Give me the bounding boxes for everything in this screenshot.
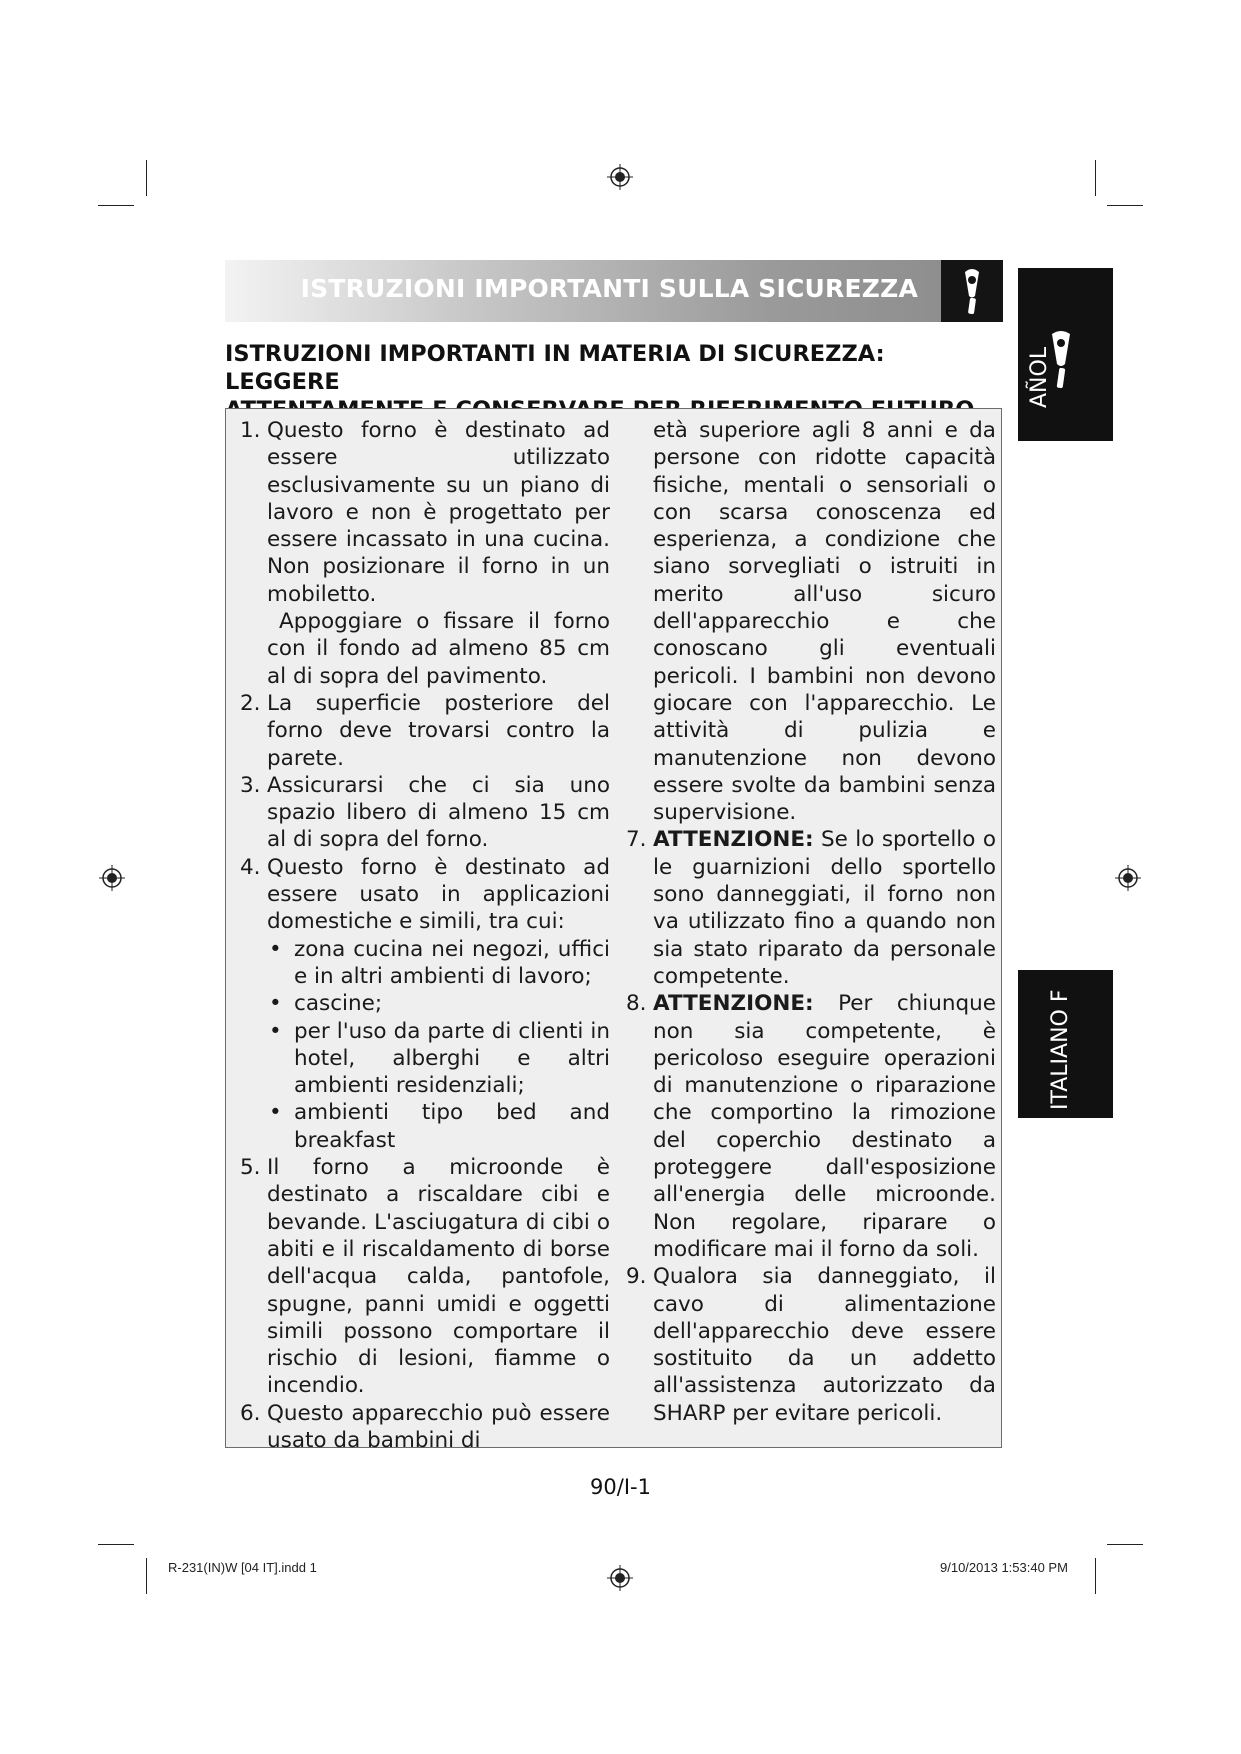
crop-mark [146, 160, 147, 196]
section-title: ISTRUZIONI IMPORTANTI SULLA SICUREZZA [300, 274, 918, 303]
crop-mark [98, 1544, 134, 1545]
list-item [626, 826, 996, 990]
crop-mark [146, 1558, 147, 1594]
warning-icon [941, 260, 1003, 322]
warning-label: ATTENZIONE: [653, 827, 814, 853]
item-text: Per chiunque non sia competente, è pericoloso eseguire operazioni di manutenzione o riparazione che comportino la rimozione del coperchio destinato a proteggere dall'esposizione all'energia delle microonde. Non regolare, riparare o modificare mai il forno da soli. [653, 991, 996, 1262]
item-number: 9. [626, 1264, 647, 1290]
list-item [240, 690, 610, 772]
right-column [626, 417, 996, 1427]
item-number: 1. [240, 418, 261, 443]
item-text: Il forno a microonde è destinato a riscaldare cibi e bevande. L'asciugatura di cibi o abiti e il riscaldamento di borse dell'acqua calda, pantofole, spugne, panni umidi e oggetti simili possono comportare il rischio di lesioni, fiamme o incendio. [267, 1155, 610, 1399]
list-item [240, 772, 610, 854]
crop-mark [1095, 160, 1096, 196]
item-number: 2. [240, 690, 261, 716]
item-number: 5. [240, 1155, 261, 1181]
registration-mark-icon [607, 1565, 633, 1591]
item-number: 8. [626, 991, 647, 1017]
warning-label: ATTENZIONE: [653, 991, 814, 1017]
list-item [240, 1154, 610, 1400]
registration-mark-icon [99, 865, 125, 891]
item-text: Questo forno è destinato ad essere utilizzato esclusivamente su un piano di lavoro e non è progettato per essere incassato in una cucina. Non posizionare il forno in un mobiletto. [267, 418, 610, 607]
language-tab-label: AÑOL [1027, 346, 1052, 408]
item-text: Appoggiare o fissare il forno con il fondo ad almeno 85 cm al di sopra del pavimento. [267, 609, 610, 689]
crop-mark [1095, 1558, 1096, 1594]
item-number: 4. [240, 854, 261, 880]
list-item [240, 854, 610, 1154]
item-number: 3. [240, 772, 261, 798]
item-text: Se lo sportello o le guarnizioni dello sportello sono danneggiati, il forno non va utilizzato fino a quando non sia stato riparato da personale competente. [653, 827, 996, 989]
date-slug: 9/10/2013 1:53:40 PM [940, 1560, 1068, 1575]
item-text: La superficie posteriore del forno deve trovarsi contro la parete. [267, 690, 610, 771]
registration-mark-icon [1115, 865, 1141, 891]
bullet-item: • cascine; [267, 990, 610, 1017]
instructions-box [225, 408, 1002, 1453]
bullet-item: • zona cucina nei negozi, uffici e in altri ambienti di lavoro; [267, 936, 610, 991]
registration-mark-icon [607, 164, 633, 190]
list-item [240, 1400, 610, 1455]
subheading-line: ISTRUZIONI IMPORTANTI IN MATERIA DI SICUREZZA: LEGGERE [225, 341, 885, 395]
list-item [626, 990, 996, 1263]
crop-mark [98, 205, 134, 206]
list-item [240, 417, 610, 690]
bullet-item: • ambienti tipo bed and breakfast [267, 1099, 610, 1154]
left-column [240, 417, 610, 1454]
item-number: 6. [240, 1400, 261, 1426]
item-text: Questo apparecchio può essere usato da bambini di [267, 1400, 610, 1453]
language-tab-label: ITALIANO F [1048, 989, 1073, 1110]
language-tab-spanish [1018, 268, 1113, 441]
item-number: 7. [626, 827, 647, 853]
item-text-continuation: età superiore agli 8 anni e da persone con ridotte capacità fisiche, mentali o sensoriali o con scarsa conoscenza ed esperienza, a condizione che siano sorvegliati o istruiti in merito all'uso sicuro dell'apparecchio e che conoscano gli eventuali pericoli. I bambini non devono giocare con l'apparecchio. Le attività di pulizia e manutenzione non devono essere svolte da bambini senza supervisione. [653, 418, 996, 826]
bullet-item: • per l'uso da parte di clienti in hotel, alberghi e altri ambienti residenziali; [267, 1018, 610, 1100]
list-item [626, 1263, 996, 1427]
item-text: Assicurarsi che ci sia uno spazio libero di almeno 15 cm al di sopra del forno. [267, 772, 610, 853]
language-tab-italian [1018, 970, 1113, 1118]
bullet-list [267, 936, 610, 1154]
file-slug: R-231(IN)W [04 IT].indd 1 [168, 1560, 317, 1575]
item-text: Questo forno è destinato ad essere usato in applicazioni domestiche e simili, tra cui: [267, 854, 610, 935]
item-text: Qualora sia danneggiato, il cavo di alimentazione dell'apparecchio deve essere sostituito da un addetto all'assistenza autorizzato da SHARP per evitare pericoli. [653, 1264, 996, 1426]
crop-mark [1107, 1544, 1143, 1545]
section-header-banner [225, 260, 1003, 322]
page-number: 90/I-1 [590, 1475, 651, 1499]
crop-mark [1107, 205, 1143, 206]
